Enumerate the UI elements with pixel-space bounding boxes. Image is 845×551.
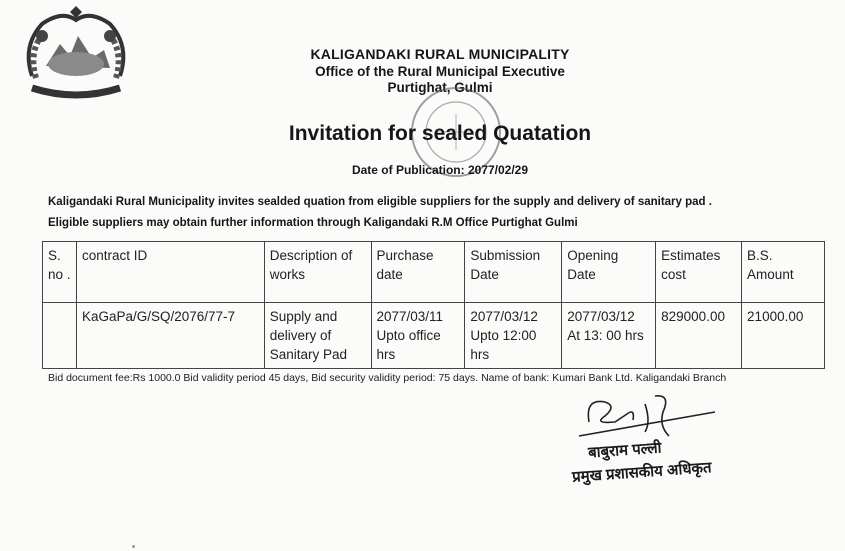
document-title: Invitation for sealed Quatation — [288, 122, 592, 145]
cell-purchase-date: 2077/03/11 Upto office hrs — [371, 303, 465, 369]
cell-estimates-cost: 829000.00 — [656, 303, 742, 369]
col-header-opening-date: Opening Date — [562, 242, 656, 303]
col-header-sno: S. no . — [43, 242, 77, 303]
col-header-description: Description of works — [264, 242, 371, 303]
bid-notes: Bid document fee:Rs 1000.0 Bid validity period 45 days, Bid security validity period: 75 days. Name of bank: Kumari Bank Ltd. Kaligandaki Branch — [48, 372, 727, 384]
signatory-title: प्रमुख प्रशासकीय अधिकृत — [571, 459, 713, 486]
col-header-contract-id: contract ID — [76, 242, 264, 303]
intro-paragraph — [48, 192, 828, 234]
government-emblem-logo — [12, 6, 140, 106]
publication-date-value: 2077/02/29 — [467, 163, 529, 177]
cell-sno — [43, 303, 77, 369]
org-name: KALIGANDAKI RURAL MUNICIPALITY — [310, 46, 570, 62]
cell-contract-id: KaGaPa/G/SQ/2076/77-7 — [76, 303, 264, 369]
handwritten-signature — [575, 392, 725, 440]
office-name: Office of the Rural Municipal Executive — [315, 64, 565, 79]
cell-bs-amount: 21000.00 — [742, 303, 825, 369]
scan-speck — [132, 545, 135, 548]
intro-line: Kaligandaki Rural Municipality invites sealded quation from eligible suppliers for the supply and delivery of sanitary pad . — [48, 196, 712, 208]
intro-line: Eligible suppliers may obtain further information through Kaligandaki R.M Office Purtighat Gulmi — [48, 217, 578, 229]
tender-table — [42, 241, 825, 369]
signatory-name: बाबुराम पल्ली — [587, 439, 663, 462]
publication-date — [230, 163, 650, 177]
cell-description: Supply and delivery of Sanitary Pad — [264, 303, 371, 369]
cell-submission-date: 2077/03/12 Upto 12:00 hrs — [465, 303, 562, 369]
publication-date-label: Date of Publication: — [351, 163, 465, 177]
table-header-row — [43, 242, 825, 303]
cell-opening-date: 2077/03/12 At 13: 00 hrs — [562, 303, 656, 369]
col-header-bs-amount: B.S. Amount — [742, 242, 825, 303]
office-address: Purtighat, Gulmi — [387, 80, 493, 95]
col-header-estimates-cost: Estimates cost — [656, 242, 742, 303]
table-row — [43, 303, 825, 369]
col-header-submission-date: Submission Date — [465, 242, 562, 303]
col-header-purchase-date: Purchase date — [371, 242, 465, 303]
